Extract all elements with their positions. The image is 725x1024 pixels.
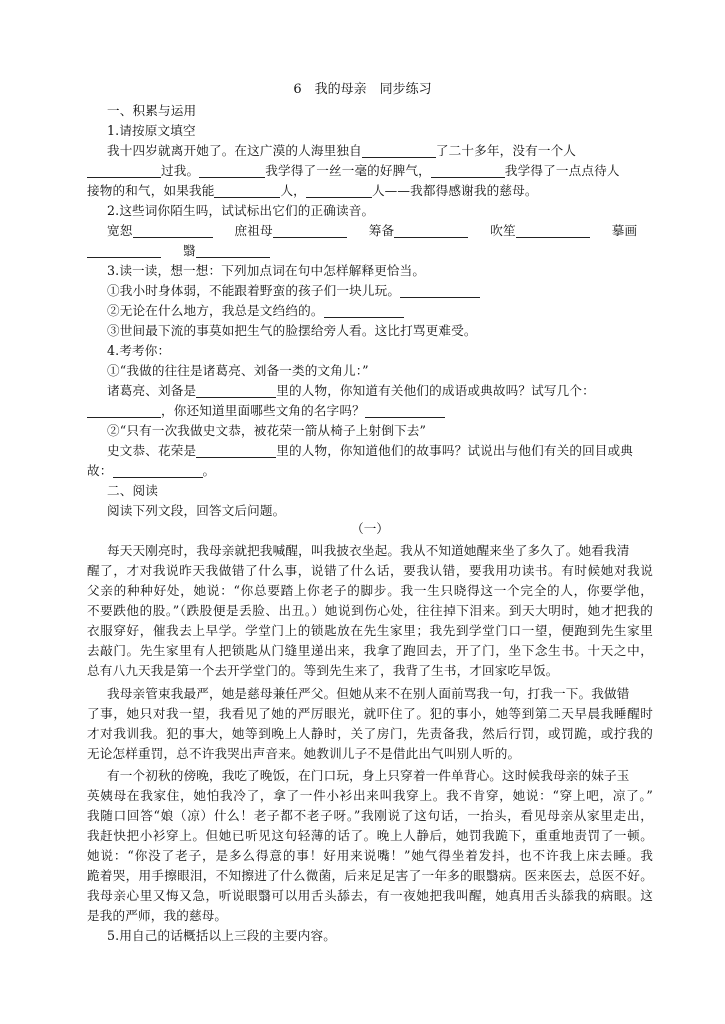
q4-text: ，你还知道里面哪些文角的名字吗？ bbox=[161, 403, 365, 418]
section-heading-2: 二、阅读 bbox=[107, 483, 158, 498]
q4-label: 4.考考你： bbox=[107, 343, 171, 358]
fill-blank[interactable] bbox=[199, 163, 265, 178]
fill-blank[interactable] bbox=[214, 183, 280, 198]
page-title: 6 我的母亲 同步练习 bbox=[293, 82, 432, 97]
fill-blank[interactable] bbox=[306, 183, 372, 198]
passage-line: 醒了，才对我说昨天我做错了什么事，说错了什么话，要我认错，要我用功读书。有时候她对我说 bbox=[87, 563, 653, 578]
fill-blank[interactable] bbox=[133, 223, 213, 238]
q1-text: 接物的和气，如果我能 bbox=[87, 183, 215, 198]
passage-line: 她说：“你没了老子，是多么得意的事！好用来说嘴！”她气得坐着发抖，也不许我上床去睡。我 bbox=[87, 848, 653, 863]
q1-text: 了二十多年，没有一个人 bbox=[435, 143, 577, 158]
q1-label: 1.请按原文填空 bbox=[107, 123, 196, 138]
q1-text: 人——我都得感谢我的慈母。 bbox=[371, 183, 538, 198]
passage-line: 了事，她只对我一望，我看见了她的严厉眼光，就吓住了。犯的事小，她等到第二天早晨我睡醒时 bbox=[87, 706, 653, 721]
reading-subheading: （一） bbox=[351, 521, 389, 536]
q2-words-line-2 bbox=[87, 241, 270, 261]
fill-blank[interactable] bbox=[362, 143, 436, 158]
q2-label: 2.这些词你陌生吗，试试标出它们的正确读音。 bbox=[107, 203, 375, 218]
fill-blank[interactable] bbox=[113, 463, 203, 478]
passage-line: 每天天刚亮时，我母亲就把我喊醒，叫我披衣坐起。我从不知道她醒来坐了多久了。她看我清 bbox=[107, 543, 630, 558]
q2-word: 吹笙 bbox=[490, 223, 516, 238]
q2-word: 翳 bbox=[183, 243, 196, 258]
passage-line: 父亲的种种好处，她说：“你总要踏上你老子的脚步。我一生只晓得这一个完全的人，你要学他， bbox=[87, 583, 653, 598]
reading-intro: 阅读下列文段，回答文后问题。 bbox=[107, 503, 286, 518]
q3-item-text: ②无论在什么地方，我总是文绉绉的。 bbox=[107, 303, 324, 318]
q2-word: 筹备 bbox=[368, 223, 395, 238]
q2-words-line bbox=[107, 221, 637, 241]
passage-line: 总有八九天我是第一个去开学堂门的。等到先生来了，我背了生书，才回家吃早饭。 bbox=[87, 663, 559, 678]
q1-line-3 bbox=[87, 181, 538, 201]
fill-blank[interactable] bbox=[324, 303, 404, 318]
q4-line-a1 bbox=[107, 381, 595, 401]
q3-item-text: ①我小时身体弱，不能跟着野蛮的孩子们一块儿玩。 bbox=[107, 283, 401, 298]
passage-line: 我随口回答“娘（凉）什么！老子都不老子呀。”我刚说了这句话，一抬头，看见母亲从家里走出， bbox=[87, 808, 653, 823]
section-heading-1: 一、积累与运用 bbox=[107, 103, 197, 118]
q1-line-2 bbox=[87, 161, 620, 181]
passage-line: 跪着哭，用手擦眼泪，不知擦进了什么微菌，后来足足害了一年多的眼翳病。医来医去，总医不好。 bbox=[87, 868, 653, 883]
q4-line-a2 bbox=[87, 401, 445, 421]
q3-item-3: ③世间最下流的事莫如把生气的脸摆给旁人看。这比打骂更难受。 bbox=[107, 323, 477, 338]
q3-item-1 bbox=[107, 281, 480, 301]
fill-blank[interactable] bbox=[400, 283, 480, 298]
q3-label: 3.读一读，想一想：下列加点词在句中怎样解释更恰当。 bbox=[107, 263, 426, 278]
fill-blank[interactable] bbox=[196, 243, 270, 258]
q5-label: 5.用自己的话概括以上三段的主要内容。 bbox=[107, 928, 336, 943]
q2-word: 宽恕 bbox=[107, 223, 133, 238]
passage-line: 有一个初秋的傍晚，我吃了晚饭，在门口玩，身上只穿着一件单背心。这时候我母亲的妹子玉 bbox=[107, 768, 630, 783]
q1-text: 我学得了一点点待人 bbox=[504, 163, 620, 178]
q1-text: 我学得了一丝一毫的好脾气， bbox=[265, 163, 431, 178]
passage-line: 我母亲管束我最严，她是慈母兼任严父。但她从来不在别人面前骂我一句，打我一下。我做错 bbox=[107, 686, 630, 701]
fill-blank[interactable] bbox=[273, 223, 347, 238]
fill-blank[interactable] bbox=[431, 163, 505, 178]
passage-line: 去敲门。先生家里有人把锁匙从门缝里递出来，我拿了跑回去，开了门，坐下念生书。十天之中， bbox=[87, 643, 653, 658]
fill-blank[interactable] bbox=[87, 243, 161, 258]
q1-text: 人， bbox=[280, 183, 306, 198]
passage-line: 英姨母在我家住，她怕我冷了，拿了一件小衫出来叫我穿上。我不肯穿，她说：“穿上吧，凉了。” bbox=[87, 788, 653, 803]
q3-item-2 bbox=[107, 301, 404, 321]
passage-line: 衣服穿好，催我去上早学。学堂门上的锁匙放在先生家里；我先到学堂门口一望，便跑到先生家里 bbox=[87, 623, 653, 638]
fill-blank[interactable] bbox=[196, 383, 276, 398]
q1-text: 我十四岁就离开她了。在这广漠的人海里独自 bbox=[107, 143, 362, 158]
q4-quote-1: ①“我做的往往是诸葛亮、刘备一类的文角儿：” bbox=[107, 363, 369, 378]
q2-word: 摹画 bbox=[611, 223, 638, 238]
passage-line: 是我的严师，我的慈母。 bbox=[87, 908, 228, 923]
fill-blank[interactable] bbox=[87, 163, 161, 178]
fill-blank[interactable] bbox=[87, 403, 161, 418]
q4-text: 里的人物，你知道有关他们的成语或典故吗？试写几个： bbox=[276, 383, 595, 398]
fill-blank[interactable] bbox=[394, 223, 468, 238]
q4-quote-2: ②“只有一次我做史文恭，被花荣一箭从椅子上射倒下去” bbox=[107, 423, 427, 438]
q2-word: 庶祖母 bbox=[234, 223, 273, 238]
passage-line: 我母亲心里又悔又急，听说眼翳可以用舌头舔去，有一夜她把我叫醒，她真用舌头舔我的病眼。这 bbox=[87, 888, 653, 903]
fill-blank[interactable] bbox=[365, 403, 445, 418]
q1-line-1 bbox=[107, 141, 576, 161]
q4-line-b2 bbox=[87, 461, 215, 481]
passage-line: 才对我训我。犯的事大，她等到晚上人静时，关了房门，先责备我，然后行罚，或罚跪，或拧我的 bbox=[87, 726, 653, 741]
fill-blank[interactable] bbox=[196, 443, 276, 458]
q4-text: 史文恭、花荣是 bbox=[107, 443, 197, 458]
q4-text: 里的人物，你知道他们的故事吗？试说出与他们有关的回目或典 bbox=[276, 443, 634, 458]
q4-line-b1 bbox=[107, 441, 633, 461]
fill-blank[interactable] bbox=[516, 223, 590, 238]
q4-text: 故： bbox=[87, 463, 113, 478]
q1-text: 过我。 bbox=[161, 163, 200, 178]
passage-line: 无论怎样重罚，总不许我哭出声音来。她教训儿子不是借此出气叫别人听的。 bbox=[87, 746, 521, 761]
passage-line: 不要跌他的股。”（跌股便是丢脸、出丑。）她说到伤心处，往往掉下泪来。到天大明时，她才把我的 bbox=[87, 603, 653, 618]
q4-text: 诸葛亮、刘备是 bbox=[107, 383, 197, 398]
q4-text: 。 bbox=[202, 463, 216, 478]
passage-line: 我赶快把小衫穿上。但她已听见这句轻薄的话了。晚上人静后，她罚我跪下，重重地责罚了一顿。 bbox=[87, 828, 653, 843]
